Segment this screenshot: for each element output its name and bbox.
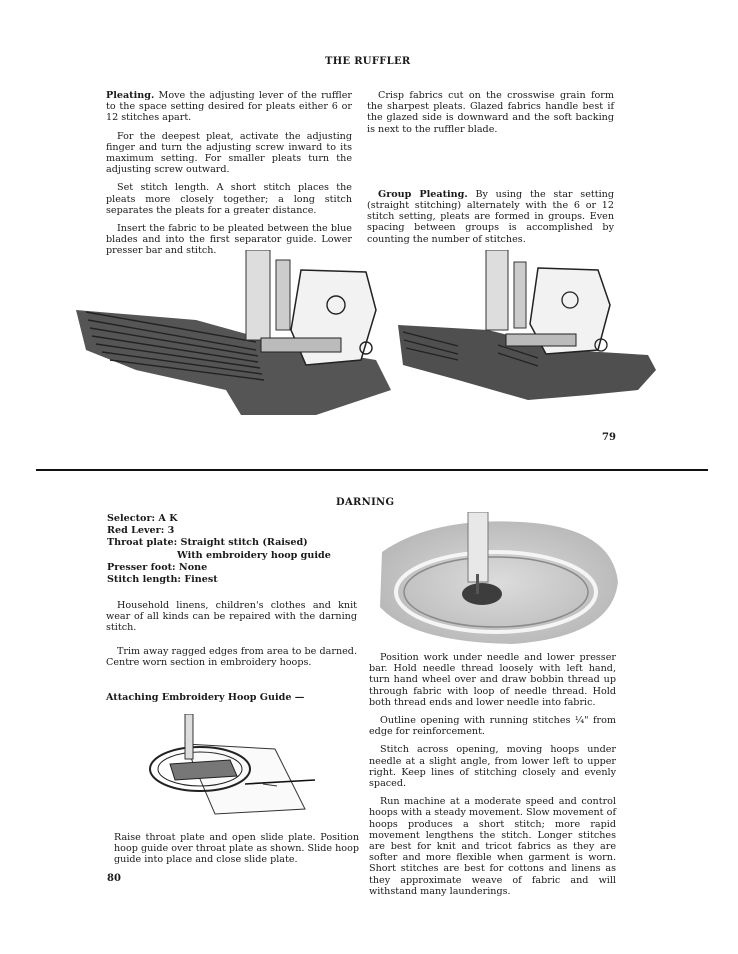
darning-left-column-top [106, 600, 357, 675]
page-divider [36, 469, 708, 471]
setting-throat-plate: Throat plate: Straight stitch (Raised) [107, 537, 308, 549]
raise-throat-plate-paragraph: Raise throat plate and open slide plate. Position hoop guide over throat plate as shown. Slide hoop guide into place and close slide plate. [114, 832, 359, 866]
darning-right-column [369, 652, 616, 904]
ruffler-title: THE RUFFLER [325, 56, 411, 67]
setting-throat-plate-guide: With embroidery hoop guide [177, 549, 331, 561]
darning-left-column-bottom [114, 832, 359, 873]
group-pleating-paragraph [367, 189, 614, 245]
group-pleating-illustration [398, 250, 658, 405]
group-pleating-lead: Group Pleating. [378, 188, 468, 200]
crisp-fabrics-paragraph: Crisp fabrics cut on the crosswise grain form the sharpest pleats. Glazed fabrics handle best if the glazed side is downward and the soft backing is next to the ruffler blade. [367, 90, 614, 135]
group-pleating-text: By using the star setting (straight stitching) alternately with the 6 or 12 stitch setting, pleats are formed in groups. Even spacing between groups is accomplished by counting the number of stitches. [367, 188, 614, 245]
stitch-across-paragraph: Stitch across opening, moving hoops under needle at a slight angle, from lower left to upper right. Keep lines of stitching closely and evenly spaced. [369, 744, 616, 790]
insert-fabric-paragraph: Insert the fabric to be pleated between the blue blades and into the first separator guide. Lower presser bar and stitch. [106, 223, 352, 257]
household-linens-paragraph: Household linens, children's clothes and knit wear of all kinds can be repaired with the darning stitch. [106, 600, 357, 634]
hoop-guide-subheading: Attaching Embroidery Hoop Guide — [106, 692, 305, 703]
run-machine-paragraph: Run machine at a moderate speed and control hoops with a steady movement. Slow movement of hoops produces a short stitch; more rapid movement lengthens the stitch. Longer stitches are best for knit and tricot fabrics as they are softer and more flexible when garment is worn. Short stitches are best for cottons and linens as they approximate weave of fabric and will withstand many launderings. [369, 796, 616, 897]
pleating-paragraph [106, 90, 352, 124]
darning-settings [107, 513, 331, 586]
setting-red-lever: Red Lever: 3 [107, 525, 175, 537]
hoop-guide-illustration [145, 714, 325, 824]
pleating-lead: Pleating. [106, 90, 155, 101]
setting-presser-foot: Presser foot: None [107, 561, 208, 573]
page-number-79: 79 [602, 432, 616, 443]
ruffler-left-column [106, 90, 352, 264]
ruffler-pleating-illustration [76, 250, 396, 420]
deepest-pleat-paragraph: For the deepest pleat, activate the adjusting finger and turn the adjusting screw inward to its maximum setting. For smaller pleats turn the adjusting screw outward. [106, 130, 352, 176]
ruffler-right-column [367, 90, 614, 252]
pleating-text: Move the adjusting lever of the ruffler to the space setting desired for pleats either 6 or 12 stitches apart. [106, 90, 352, 124]
embroidery-hoop-photo [372, 512, 620, 647]
position-work-paragraph: Position work under needle and lower presser bar. Hold needle thread loosely with left hand, turn hand wheel over and draw bobbin thread up through fabric with loop of needle thread. Hold both thread ends and lower needle into fabric. [369, 652, 616, 708]
setting-stitch-length: Stitch length: Finest [107, 574, 218, 586]
page-number-80: 80 [107, 873, 121, 884]
setting-selector: Selector: A K [107, 513, 178, 524]
trim-edges-paragraph: Trim away ragged edges from area to be darned. Centre worn section in embroidery hoops. [106, 645, 357, 668]
darning-title: DARNING [336, 497, 395, 508]
outline-opening-paragraph: Outline opening with running stitches ¼" from edge for reinforcement. [369, 715, 616, 738]
stitch-length-paragraph: Set stitch length. A short stitch places the pleats more closely together; a long stitch separates the pleats for a greater distance. [106, 182, 352, 216]
